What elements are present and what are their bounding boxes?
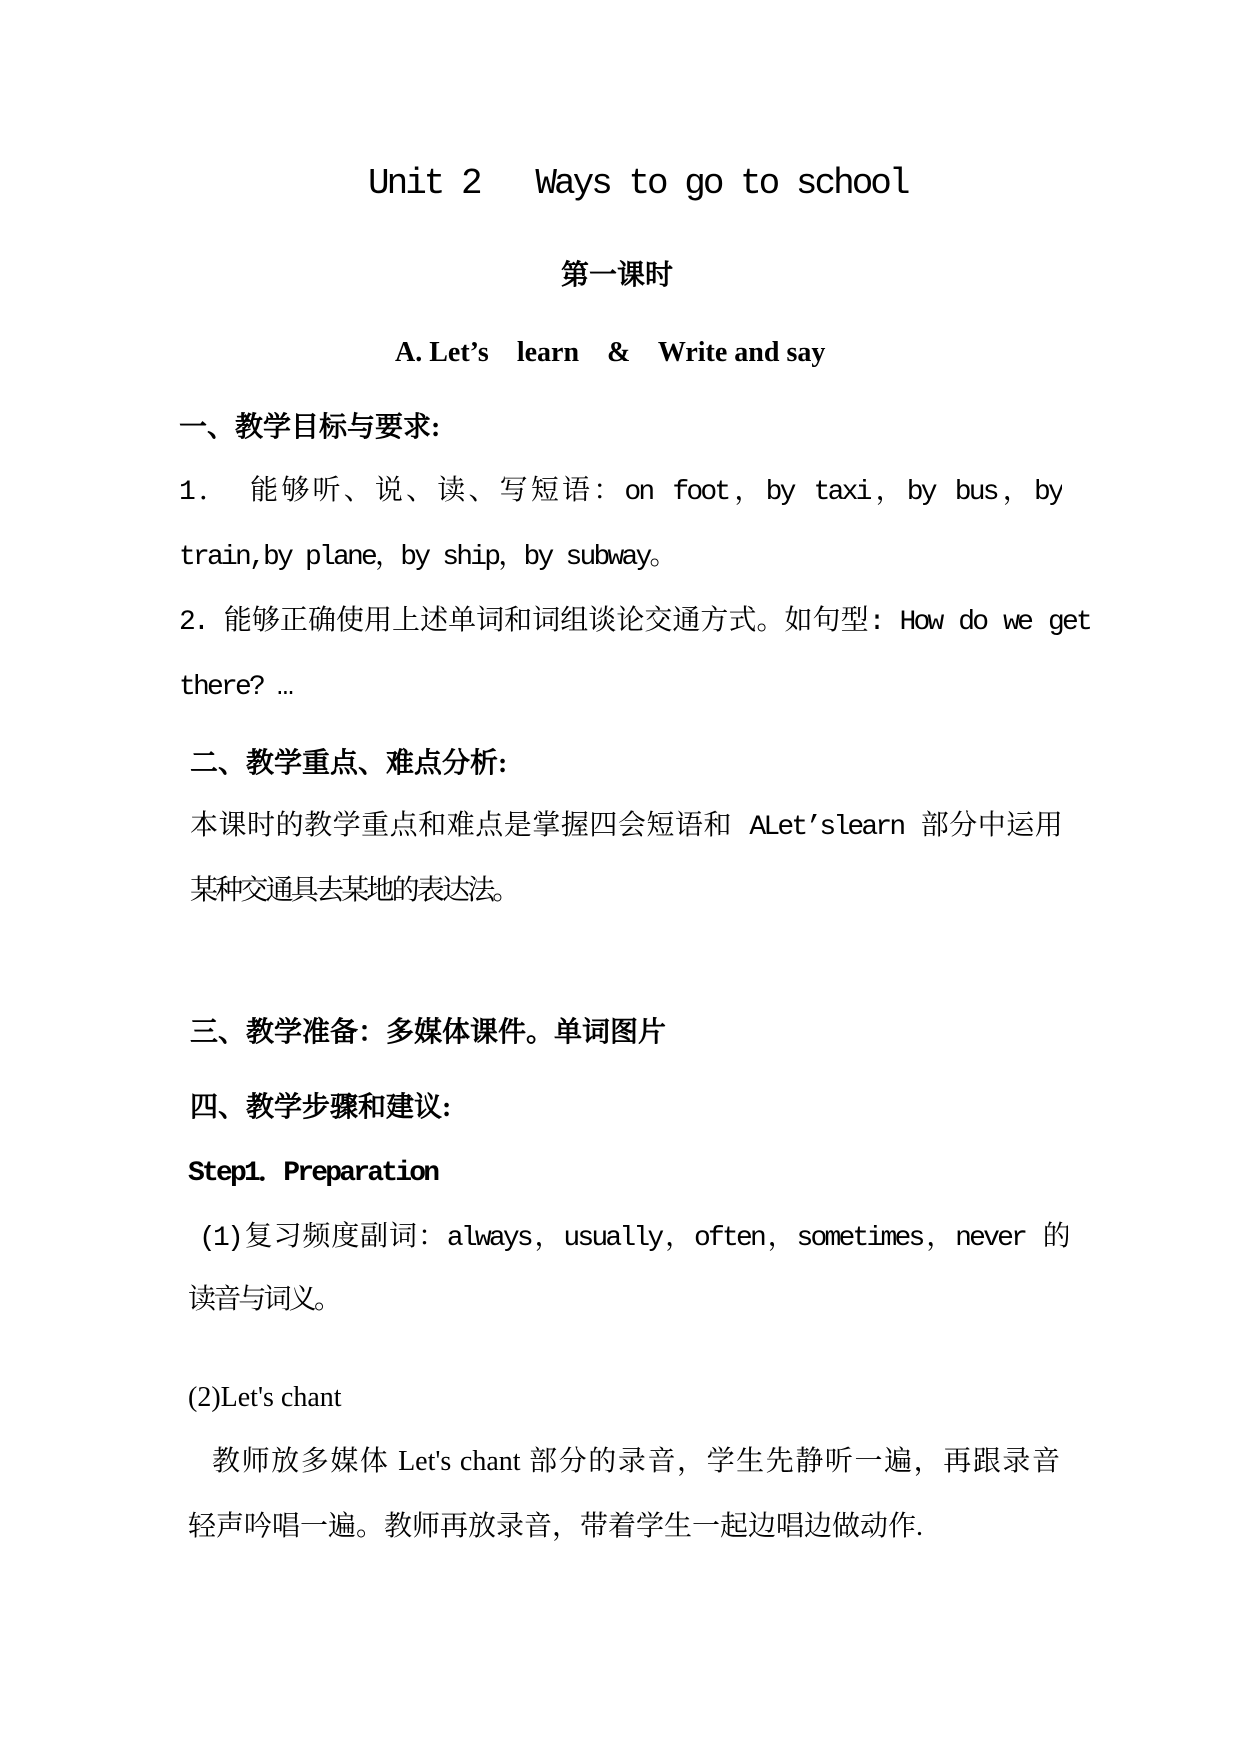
paragraph-line: 1． 能够听、说、读、写短语：on foot，by taxi，by bus，by xyxy=(179,477,1062,508)
paragraph-line: train,by plane，by ship，by subway。 xyxy=(179,542,675,573)
paragraph-line: 某种交通具去某地的表达法。 xyxy=(190,877,518,908)
section-heading: 二、教学重点、难点分析: xyxy=(190,748,508,779)
paragraph-line: 教师放多媒体 Let's chant 部分的录音，学生先静听一遍，再跟录音 xyxy=(212,1446,1060,1477)
lesson-label: 第一课时 xyxy=(561,260,674,291)
document-title: Unit 2 Ways to go to school xyxy=(368,163,908,204)
step-item-title: (2)Let's chant xyxy=(188,1382,342,1413)
lesson-subtitle: A. Let’s learn & Write and say xyxy=(395,337,826,368)
step-heading: Step1．Preparation xyxy=(188,1158,438,1189)
section-heading: 一、教学目标与要求: xyxy=(179,412,441,443)
paragraph-line: 轻声吟唱一遍。教师再放录音，带着学生一起边唱边做动作. xyxy=(188,1511,924,1542)
paragraph-line: 2. 能够正确使用上述单词和词组谈论交通方式。如句型: How do we get xyxy=(179,607,1090,638)
section-heading: 三、教学准备：多媒体课件。单词图片 xyxy=(190,1017,667,1048)
section-heading: 四、教学步骤和建议: xyxy=(190,1092,452,1123)
paragraph-line: (1)复习频度副词：always，usually，often，sometimes，never 的 xyxy=(199,1223,1068,1254)
paragraph-line: 读音与词义。 xyxy=(188,1286,340,1317)
paragraph-line: there? … xyxy=(179,672,292,703)
paragraph-line: 本课时的教学重点和难点是掌握四会短语和 ALet’slearn 部分中运用 xyxy=(190,812,1060,843)
